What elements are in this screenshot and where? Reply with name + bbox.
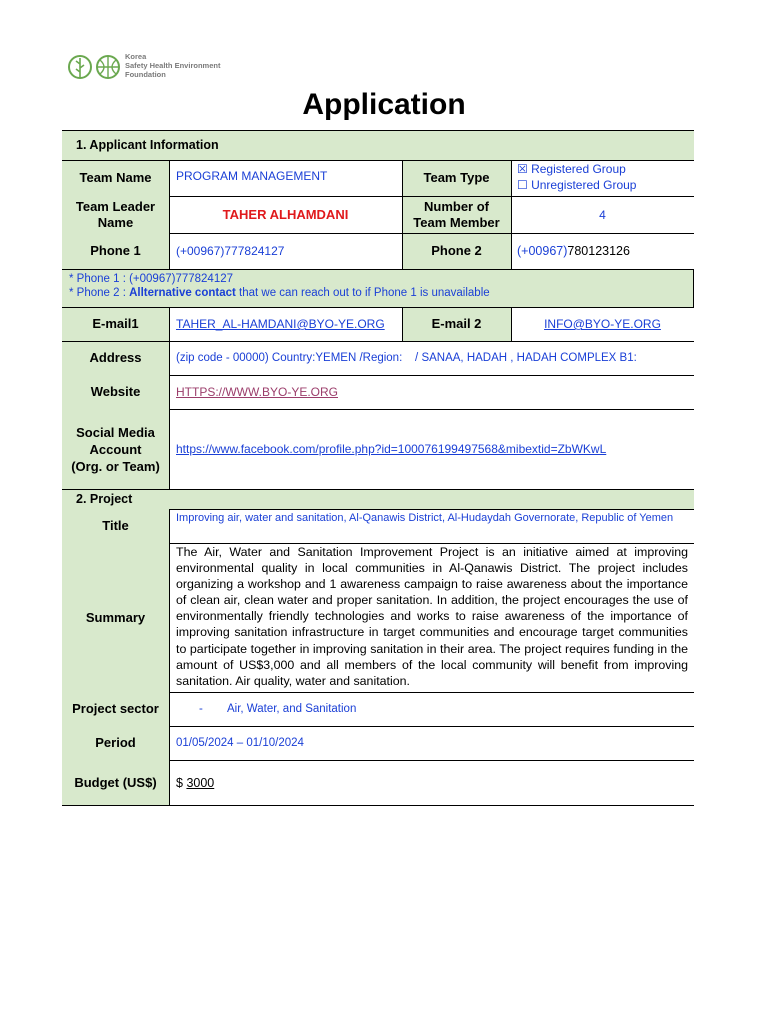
team-name-label: Team Name [62,160,169,196]
team-leader-name: TAHER ALHAMDANI [222,207,349,222]
phone2-prefix: (+00967) [517,244,568,258]
phone2-note: * Phone 2 : Allternative contact that we can reach out to if Phone 1 is unavailable [69,287,490,299]
team-type-label: Team Type [402,160,511,196]
budget-label: Budget (US$) [74,774,157,790]
project-sector-label: Project sector [72,701,159,716]
summary-label: Summary [85,609,146,625]
unregistered-group-checkbox[interactable]: ☐ Unregistered Group [517,178,637,192]
social-media-value [169,409,694,489]
section2-heading: 2. Project [62,489,694,509]
period-label: Period [95,735,136,750]
phone2-label: Phone 2 [402,233,511,269]
address-label: Address [89,350,142,365]
team-leader-value [169,196,402,233]
period-value: 01/05/2024 – 01/10/2024 [176,737,304,749]
phone1-note: * Phone 1 : (+00967)777824127 [69,273,234,285]
social-media-link[interactable]: https://www.facebook.com/profile.php?id=100076199497568&mibextid=ZbWKwL [176,442,607,456]
website-link[interactable]: HTTPS://WWW.BYO-YE.ORG [176,385,338,399]
website-label: Website [90,384,141,399]
email1-link[interactable]: TAHER_AL-HAMDANI@BYO-YE.ORG [176,317,385,331]
foundation-name: Korea Safety Health Environment Foundation [125,52,221,79]
team-member-label: Number of Team Member [402,196,511,233]
team-leader-label: Team Leader Name [62,196,169,233]
phone2-value [511,233,694,269]
email2-label: E-mail 2 [402,307,511,341]
phone-notes [62,269,694,307]
project-sector-value: - Air, Water, and Sanitation [199,703,357,715]
phone1-label: Phone 1 [62,233,169,269]
email2-link[interactable]: INFO@BYO-YE.ORG [544,317,661,331]
phone1-value: (+00967)777824127 [176,244,285,258]
email1-value [169,307,402,341]
registered-group-checkbox[interactable]: ☒ Registered Group [517,162,626,176]
section1-heading: 1. Applicant Information [62,130,694,160]
project-title-value: Improving air, water and sanitation, Al-Qanawis District, Al-Hudaydah Governorate, Republic of Yemen [176,512,674,524]
email1-label: E-mail1 [62,307,169,341]
team-member-value: 4 [599,207,606,222]
phone2-number: 780123126 [567,244,630,258]
page-title: Application [302,88,466,121]
email2-value [511,307,694,341]
application-form [62,130,694,805]
team-type-options [511,160,694,196]
address-value: (zip code - 00000) Country:YEMEN /Region: / SANAA, HADAH , HADAH COMPLEX B1: [176,352,637,364]
team-name-value: PROGRAM MANAGEMENT [176,169,328,183]
budget-value: $ 3000 [176,775,215,790]
summary-value: The Air, Water and Sanitation Improvement Project is an initiative aimed at improving environmental quality in local communities in Al-Qanawis District. The project includes organizing a workshop and 1 awareness campaign to raise awareness about the importance of clean air, clean water and proper sanitation. In addition, the project encourages the use of environmentally friendly technologies and works to raise awareness of the importance of improving sanitation infrastructure in target communities and encourage target communities to participate together in improving sanitation in their area. The project requires funding in the amount of US$3,000 and all members of the local community will benefit from improving sanitation. Air quality, water and sanitation. [176,545,688,688]
project-title-label: Title [102,518,129,533]
website-value [169,375,694,409]
social-media-label: Social Media Account (Org. or Team) [71,424,160,474]
